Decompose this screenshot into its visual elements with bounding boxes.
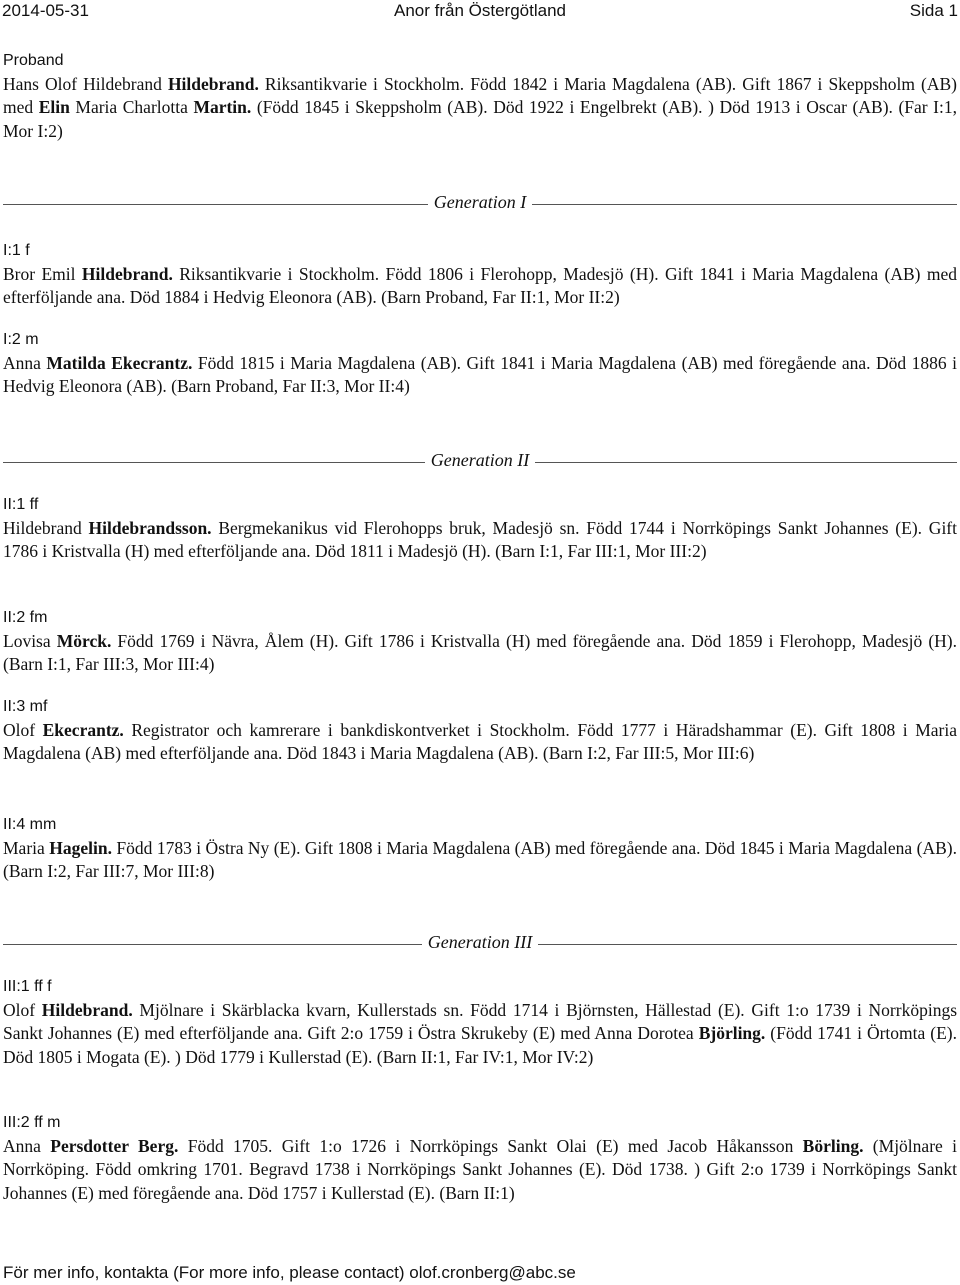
person-id: I:2 m [3, 331, 39, 348]
person-surname: Hagelin. [49, 838, 112, 858]
header-date: 2014-05-31 [2, 1, 89, 20]
proband-given-name: Hans Olof Hildebrand [3, 74, 168, 94]
proband-text [3, 73, 957, 143]
person-entry [3, 609, 957, 677]
header-page-number: Sida 1 [909, 1, 958, 20]
person-text [3, 517, 957, 564]
person-given-name: Anna [3, 1136, 51, 1156]
person-details-2: (Född 1741 i Örtomta (E). Död 1805 i Mogata (E). ) Död 1779 i Kullerstad (E). (Barn II:1, Far IV:1, Mor IV:2) [3, 1023, 957, 1067]
person-text [3, 719, 957, 766]
proband-text-2: Maria Charlotta [69, 97, 194, 118]
person-given-name: Olof [3, 1000, 42, 1020]
person-surname: Hildebrand. [81, 264, 173, 284]
generation-heading [3, 192, 957, 218]
person-entry [3, 331, 957, 399]
person-details: Född 1705. Gift 1:o 1726 i Norrköpings Sankt Olai (E) med Jacob Håkansson [178, 1136, 803, 1156]
person-details: Registrator och kamrerare i bankdiskontverket i Stockholm. Född 1777 i Häradshammar (E). Gift 1808 i Maria Magdalena (AB) med efterföljande ana. Död 1843 i Maria Magdalena (AB). (Barn I:2, Far III:5, Mor III:6) [3, 720, 957, 764]
person-id: I:1 f [3, 242, 30, 259]
person-given-name: Bror Emil [3, 264, 82, 284]
person-details: Riksantikvarie i Stockholm. Född 1806 i Flerohopp, Madesjö (H). Gift 1841 i Maria Magdalena (AB) med efterföljande ana. Död 1884 i Hedvig Eleonora (AB). (Barn Proband, Far II:1, Mor II:2) [3, 264, 957, 308]
spouse-surname: Martin. [193, 97, 252, 118]
person-given-name: Lovisa [3, 631, 57, 651]
proband-text-3: (Född 1845 i Skeppsholm (AB). Död 1922 i Engelbrekt (AB). ) Död 1913 i Oscar (AB). (Far I:1, Mor I:2) [3, 97, 957, 141]
proband-surname: Hildebrand. [167, 74, 259, 94]
footer-contact: För mer info, kontakta (For more info, please contact) olof.cronberg@abc.se [3, 1263, 576, 1282]
person-surname: Persdotter Berg. [50, 1136, 179, 1156]
proband-text-1: Riksantikvarie i Stockholm. Född 1842 i Maria Magdalena (AB). Gift 1867 i Skeppsholm (AB) med [3, 74, 957, 118]
header-title: Anor från Östergötland [394, 1, 566, 20]
person-text [3, 630, 957, 677]
person-surname: Matilda Ekecrantz. [46, 353, 193, 373]
person-given-name: Olof [3, 720, 43, 740]
proband-label: Proband [3, 52, 64, 69]
generation-title: Generation III [422, 932, 538, 952]
person-id: II:1 ff [3, 496, 39, 513]
person-id: III:1 ff f [3, 978, 52, 995]
person-entry [3, 242, 957, 310]
person-text [3, 1135, 957, 1205]
person-details: Född 1769 i Nävra, Ålem (H). Gift 1786 i Kristvalla (H) med föregående ana. Död 1859 i Flerohopp, Madesjö (H). (Barn I:1, Far III:3, Mor III:4) [3, 631, 957, 675]
person-entry [3, 816, 957, 884]
person-details-2: (Mjölnare i Norrköping. Född omkring 1701. Begravd 1738 i Norrköpings Sankt Johannes (E). Död 1738. ) Gift 2:o 1739 i Norrköpings Sankt Johannes (E) med föregående ana. Död 1757 i Kullerstad (E). (Barn II:1) [3, 1136, 957, 1203]
page-header [0, 0, 960, 22]
spouse-given-name: Elin [38, 97, 70, 118]
person-text [3, 837, 957, 884]
generation-title: Generation I [428, 192, 532, 212]
person-details: Född 1815 i Maria Magdalena (AB). Gift 1841 i Maria Magdalena (AB) med föregående ana. Död 1886 i Hedvig Eleonora (AB). (Barn Proband, Far II:3, Mor II:4) [3, 353, 958, 397]
generation-heading [3, 932, 957, 958]
generation-title: Generation II [425, 450, 535, 470]
person-given-name: Maria [3, 838, 50, 858]
person-text [3, 999, 957, 1069]
person-details: Mjölnare i Skärblacka kvarn, Kullerstads sn. Född 1714 i Björnsten, Hällestad (E). Gift 1:o 1739 i Norrköpings Sankt Johannes (E) med efterföljande ana. Gift 2:o 1759 i Östra Skrukeby (E) med Anna Dorotea [3, 1000, 958, 1044]
person-surname: Hildebrand. [41, 1000, 133, 1020]
person-id: II:2 fm [3, 609, 48, 626]
person-id: III:2 ff m [3, 1114, 61, 1131]
person-id: II:3 mf [3, 698, 48, 715]
person-given-name: Anna [3, 353, 47, 373]
person-entry [3, 1114, 957, 1205]
person-entry [3, 496, 957, 564]
person-entry [3, 698, 957, 766]
person-entry [3, 978, 957, 1069]
person-text [3, 263, 957, 310]
related-surname: Börling. [802, 1136, 864, 1156]
person-id: II:4 mm [3, 816, 57, 833]
person-surname: Hildebrandsson. [88, 518, 212, 538]
person-details: Bergmekanikus vid Flerohopps bruk, Madesjö sn. Född 1744 i Norrköpings Sankt Johannes (E). Gift 1786 i Kristvalla (H) med efterföljande ana. Död 1811 i Madesjö (H). (Barn I:1, Far III:1, Mor III:2) [3, 518, 957, 562]
generation-heading [3, 450, 957, 476]
person-given-name: Hildebrand [3, 518, 89, 538]
proband-section [3, 52, 957, 143]
person-details: Född 1783 i Östra Ny (E). Gift 1808 i Maria Magdalena (AB) med föregående ana. Död 1845 i Maria Magdalena (AB). (Barn I:2, Far III:7, Mor III:8) [3, 838, 957, 882]
person-surname: Ekecrantz. [42, 720, 124, 740]
related-surname: Björling. [698, 1023, 766, 1044]
person-text [3, 352, 957, 399]
person-surname: Mörck. [56, 631, 112, 651]
